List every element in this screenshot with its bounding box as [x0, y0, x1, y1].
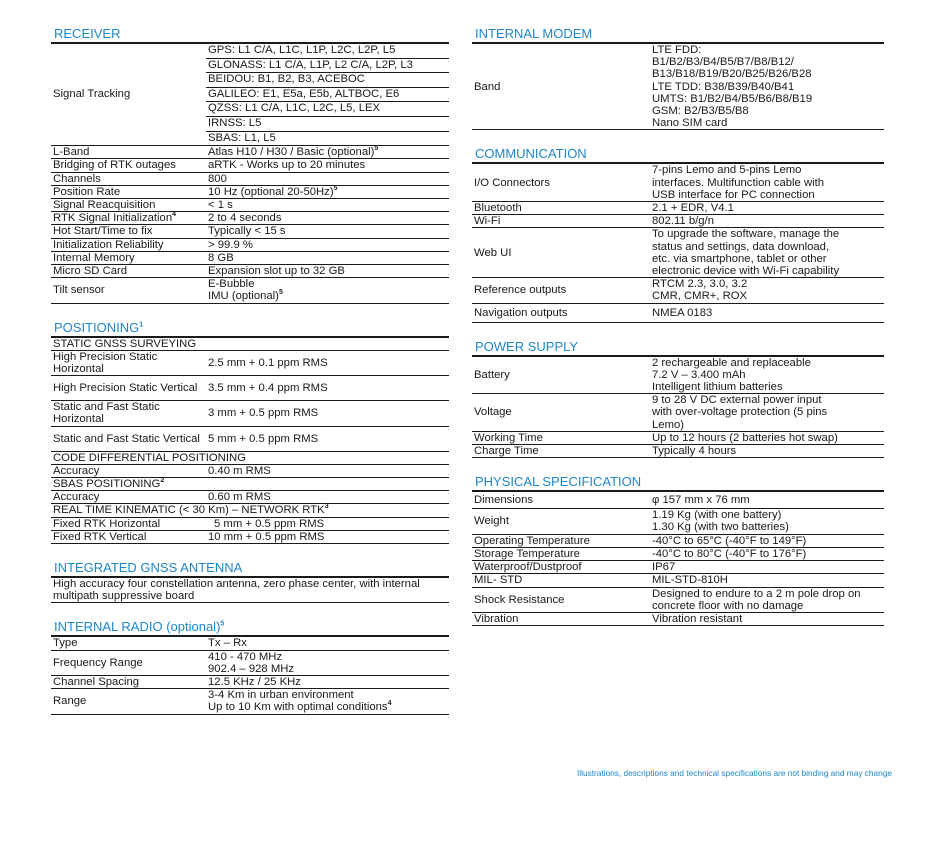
row-value: -40°C to 80°C (-40°F to 176°F): [650, 547, 884, 560]
row-value: 2.5 mm + 0.1 ppm RMS: [206, 350, 449, 375]
antenna-section-title: INTEGRATED GNSS ANTENNA: [51, 560, 449, 578]
subheading: CODE DIFFERENTIAL POSITIONING: [51, 451, 449, 464]
row-value: IP67: [650, 561, 884, 574]
receiver-section-title: RECEIVER: [51, 26, 449, 44]
row-label: Channel Spacing: [51, 676, 206, 689]
row-value: -40°C to 65°C (-40°F to 149°F): [650, 534, 884, 547]
table-row: [51, 689, 449, 714]
row-value: NMEA 0183: [650, 303, 884, 322]
table-row: [51, 251, 449, 264]
table-row: [51, 676, 449, 689]
row-value: Expansion slot up to 32 GB: [206, 264, 449, 277]
table-row: [51, 225, 449, 238]
row-value: 2 rechargeable and replaceable 7.2 V – 3.400 mAh Intelligent lithium batteries: [650, 357, 884, 394]
row-value: 802.11 b/g/n: [650, 215, 884, 228]
table-row: [51, 637, 449, 650]
row-value: 3-4 Km in urban environment Up to 10 Km with optimal conditions$^4$: [206, 689, 449, 714]
row-label: Fixed RTK Horizontal: [51, 517, 206, 530]
table-row: [51, 172, 449, 185]
signal-value: GLONASS: L1 C/A, L1P, L2 C/A, L2P, L3: [206, 59, 449, 74]
disclaimer-text: Illustrations, descriptions and technical specifications are not binding and may change: [576, 768, 892, 778]
communication-section-title: COMMUNICATION: [472, 146, 884, 164]
positioning-section-title: POSITIONING$^1$: [51, 320, 449, 338]
row-label: Type: [51, 637, 206, 650]
row-value: 8 GB: [206, 251, 449, 264]
signal-value: BEIDOU: B1, B2, B3, ACEBOC: [206, 73, 449, 88]
row-label: Battery: [472, 357, 650, 394]
table-row: [51, 650, 449, 675]
radio-section-title: INTERNAL RADIO (optional)$^5$: [51, 619, 449, 637]
row-value: 9 to 28 V DC external power input with over-voltage protection (5 pins Lemo): [650, 394, 884, 432]
row-label: Fixed RTK Vertical: [51, 530, 206, 543]
signal-tracking-values: [206, 44, 449, 146]
row-value: > 99.9 %: [206, 238, 449, 251]
subheading: STATIC GNSS SURVEYING: [51, 338, 449, 351]
table-row: [472, 492, 884, 509]
row-value: Tx – Rx: [206, 637, 449, 650]
table-row: [51, 264, 449, 277]
row-label: Channels: [51, 172, 206, 185]
row-label: Hot Start/Time to fix: [51, 225, 206, 238]
row-value: 12.5 KHz / 25 KHz: [206, 676, 449, 689]
signal-tracking-label: Signal Tracking: [51, 44, 206, 146]
modem-section-title: INTERNAL MODEM: [472, 26, 884, 44]
row-value: 5 mm + 0.5 ppm RMS: [206, 426, 449, 451]
row-label: High Precision Static Horizontal: [51, 350, 206, 375]
row-value: 7-pins Lemo and 5-pins Lemo interfaces. Multifunction cable with USB interface for PC connection: [650, 164, 884, 201]
signal-value: QZSS: L1 C/A, L1C, L2C, L5, LEX: [206, 102, 449, 117]
row-label: Charge Time: [472, 445, 650, 458]
row-label: Static and Fast Static Vertical: [51, 426, 206, 451]
table-row: [51, 478, 449, 491]
table-row: [51, 146, 449, 159]
table-row: [472, 215, 884, 228]
row-label: Web UI: [472, 228, 650, 278]
row-label: Navigation outputs: [472, 303, 650, 322]
table-row: [51, 504, 449, 517]
row-label: Shock Resistance: [472, 587, 650, 612]
row-value: 0.40 m RMS: [206, 464, 449, 477]
table-row: [472, 574, 884, 587]
row-label: Internal Memory: [51, 251, 206, 264]
row-label: Weight: [472, 509, 650, 534]
table-row: [472, 547, 884, 560]
subheading: REAL TIME KINEMATIC (< 30 Km) – NETWORK RTK$^3$: [51, 504, 449, 517]
row-label: Bluetooth: [472, 202, 650, 215]
signal-value: SBAS: L1, L5: [208, 131, 276, 144]
power-section-title: POWER SUPPLY: [472, 339, 884, 357]
table-row: [51, 491, 449, 504]
row-value: MIL-STD-810H: [650, 574, 884, 587]
row-value: 2 to 4 seconds: [206, 212, 449, 225]
table-row: [51, 198, 449, 211]
row-value: 0.60 m RMS: [206, 491, 449, 504]
table-row: [472, 445, 884, 458]
modem-table: [472, 44, 884, 130]
row-label: Wi-Fi: [472, 215, 650, 228]
row-label: Signal Reacquisition: [51, 198, 206, 211]
row-label: Initialization Reliability: [51, 238, 206, 251]
row-value: Designed to endure to a 2 m pole drop on concrete floor with no damage: [650, 587, 884, 612]
table-row: [51, 212, 449, 225]
row-label: Working Time: [472, 431, 650, 444]
table-row: [51, 530, 449, 543]
row-value: Typically < 15 s: [206, 225, 449, 238]
table-row: [472, 164, 884, 201]
row-label: Storage Temperature: [472, 547, 650, 560]
row-value: RTCM 2.3, 3.0, 3.2 CMR, CMR+, ROX: [650, 278, 884, 303]
table-row: [472, 587, 884, 612]
table-row: [51, 185, 449, 198]
row-value: < 1 s: [206, 198, 449, 211]
table-row: [472, 394, 884, 432]
tilt-label: Tilt sensor: [51, 278, 206, 303]
row-value: Up to 12 hours (2 batteries hot swap): [650, 431, 884, 444]
radio-table: [51, 637, 449, 714]
row-label: Range: [51, 689, 206, 714]
signal-value: IRNSS: L5: [206, 117, 449, 132]
row-value: 5 mm + 0.5 ppm RMS: [206, 517, 449, 530]
row-value: 3 mm + 0.5 ppm RMS: [206, 401, 449, 426]
communication-table: [472, 164, 884, 322]
row-value: φ 157 mm x 76 mm: [650, 492, 884, 509]
table-row: [51, 159, 449, 172]
table-row: [472, 303, 884, 322]
table-row: [472, 357, 884, 394]
subheading: SBAS POSITIONING$^2$: [51, 478, 449, 491]
row-label: RTK Signal Initialization$^4$: [51, 212, 206, 225]
row-label: Voltage: [472, 394, 650, 432]
row-label: Reference outputs: [472, 278, 650, 303]
band-values: LTE FDD: B1/B2/B3/B4/B5/B7/B8/B12/ B13/B18/B19/B20/B25/B26/B28 LTE TDD: B38/B39/B40/B41 UMTS: B1/B2/B4/B5/B6/B8/B19 GSM: B2/B3/B5/B8 Nano SIM card: [650, 44, 884, 130]
row-label: Operating Temperature: [472, 534, 650, 547]
table-row: [472, 228, 884, 278]
table-row: [472, 44, 884, 130]
table-row: [472, 431, 884, 444]
row-value: 10 mm + 0.5 ppm RMS: [206, 530, 449, 543]
row-label: Position Rate: [51, 185, 206, 198]
table-row: [472, 202, 884, 215]
row-value: 410 - 470 MHz 902.4 – 928 MHz: [206, 650, 449, 675]
row-value: To upgrade the software, manage the status and settings, data download, etc. via smartphone, tablet or other electronic device with Wi-Fi capability: [650, 228, 884, 278]
table-row: [472, 278, 884, 303]
row-label: Frequency Range: [51, 650, 206, 675]
row-label: Accuracy: [51, 464, 206, 477]
row-label: Bridging of RTK outages: [51, 159, 206, 172]
table-row: [51, 464, 449, 477]
row-label: Static and Fast Static Horizontal: [51, 401, 206, 426]
row-value: 3.5 mm + 0.4 ppm RMS: [206, 376, 449, 401]
physical-table: [472, 492, 884, 626]
band-label: Band: [472, 44, 650, 130]
table-row: [51, 338, 449, 351]
table-row: [51, 517, 449, 530]
tilt-value: E-Bubble IMU (optional)$^5$: [206, 278, 449, 303]
row-label: Vibration: [472, 612, 650, 625]
row-value: Atlas H10 / H30 / Basic (optional)$^5$: [206, 146, 449, 159]
left-column: [51, 26, 449, 715]
table-row: [51, 401, 449, 426]
row-value: Typically 4 hours: [650, 445, 884, 458]
antenna-description: High accuracy four constellation antenna, zero phase center, with internal multipath suppressive board: [51, 578, 449, 603]
row-value: 10 Hz (optional 20-50Hz)$^5$: [206, 185, 449, 198]
row-label: Accuracy: [51, 491, 206, 504]
table-row: [51, 451, 449, 464]
table-row: [472, 612, 884, 625]
row-value: 800: [206, 172, 449, 185]
table-row: [472, 534, 884, 547]
table-row: [51, 426, 449, 451]
right-column: [472, 26, 884, 626]
table-row: [472, 561, 884, 574]
table-row: [51, 238, 449, 251]
physical-section-title: PHYSICAL SPECIFICATION: [472, 474, 884, 492]
row-label: MIL- STD: [472, 574, 650, 587]
row-label: Waterproof/Dustproof: [472, 561, 650, 574]
row-label: I/O Connectors: [472, 164, 650, 201]
positioning-table: [51, 338, 449, 544]
table-row: [51, 350, 449, 375]
power-table: [472, 357, 884, 459]
row-value: Vibration resistant: [650, 612, 884, 625]
row-value: 2.1 + EDR, V4.1: [650, 202, 884, 215]
signal-value: GPS: L1 C/A, L1C, L1P, L2C, L2P, L5: [206, 44, 449, 59]
table-row: [51, 376, 449, 401]
table-row: [51, 44, 449, 146]
row-label: L-Band: [51, 146, 206, 159]
row-label: Dimensions: [472, 492, 650, 509]
row-value: aRTK - Works up to 20 minutes: [206, 159, 449, 172]
table-row: [51, 278, 449, 303]
signal-value: GALILEO: E1, E5a, E5b, ALTBOC, E6: [206, 88, 449, 103]
row-value: 1.19 Kg (with one battery) 1.30 Kg (with two batteries): [650, 509, 884, 534]
row-label: Micro SD Card: [51, 264, 206, 277]
table-row: [472, 509, 884, 534]
row-label: High Precision Static Vertical: [51, 376, 206, 401]
receiver-table: [51, 44, 449, 304]
